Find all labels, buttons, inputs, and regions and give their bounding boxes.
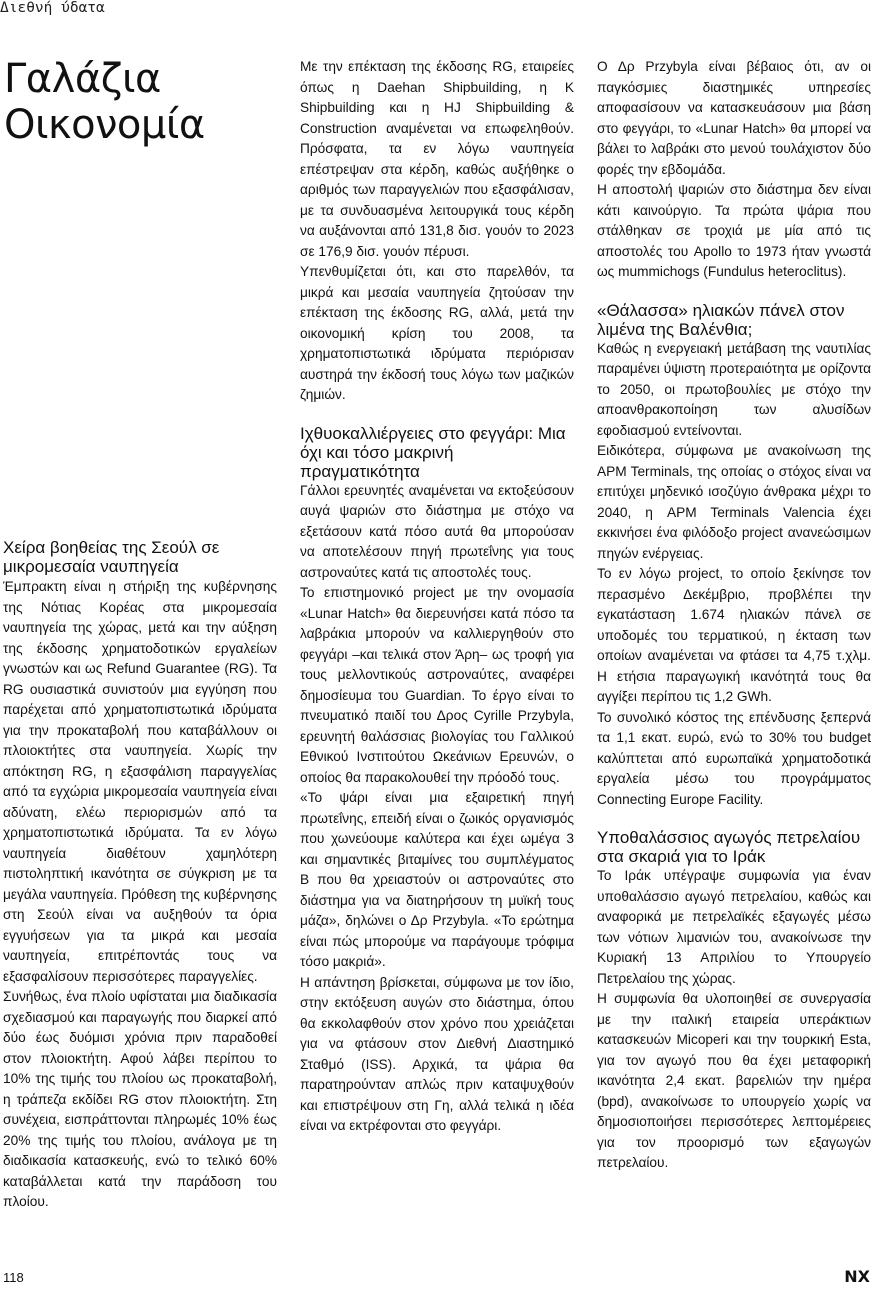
article-paragraph: Η συμφωνία θα υλοποιηθεί σε συνεργασία με την ιταλική εταιρεία υπεράκτιων κατασκευών Micoperi και την τουρκική Esta, για τον αγωγό που θα έχει μεταφορική ικανότητα 2,4 εκατ. βαρελιών την ημέρα (bpd), ανακοίνωσε το υπουργείο χωρίς να δημοσιοποιήσει περισσότερες λεπτομέρειες για τον προορισμό των εξαγωγών πετρελαίου. (597, 991, 871, 1170)
article-paragraph: Το εν λόγω project, το οποίο ξεκίνησε τον περασμένο Δεκέμβριο, προβλέπει την εγκατάσταση 1.674 ηλιακών πάνελ σε υποδομές του τερματικού, η έκταση των οποίων αναμένεται να φτάσει τα 4,75 τ.χλμ. Η ετήσια παραγωγική ικανότητά τους θα αγγίξει περίπου τις 1,2 GWh. (597, 566, 871, 704)
page-title (4, 56, 205, 148)
article-paragraph: Η απάντηση βρίσκεται, σύμφωνα με τον ίδιο, στην εκτόξευση αυγών στο διάστημα, όπου θα εκκολαφθούν στον χρόνο που χρειάζεται για να φτάσουν στον Διεθνή Διαστημικό Σταθμό (ISS). Αρχικά, τα ψάρια θα παρατηρούνταν απλώς πριν καταψυχθούν και επιστρέψουν στη Γη, αλλά τελικά η ιδέα είναι να εκτρέφονται στο φεγγάρι. (300, 974, 574, 1133)
article-heading-fish-farming: Ιχθυοκαλλιέργειες στο φεγγάρι: Μια όχι και τόσο μακρινή πραγματικότητα (300, 423, 566, 481)
article-heading-valencia: «Θάλασσα» ηλιακών πάνελ στον λιμένα της Βαλένθια; (597, 300, 845, 339)
publication-logo: NX (844, 1267, 870, 1286)
article-paragraph: Καθώς η ενεργειακή μετάβαση της ναυτιλίας παραμένει ύψιστη προτεραιότητα με ορίζοντα το 2050, οι πρωτοβουλίες με στόχο την απoανθρακοποίηση των αλυσίδων εφοδιασμού εντείνονται. (597, 340, 871, 438)
column-left (3, 538, 277, 1213)
article-heading-iraq-pipeline: Υποθαλάσσιος αγωγός πετρελαίου στα σκαριά για το Ιράκ (597, 828, 861, 866)
column-right (597, 57, 871, 1174)
column-middle (300, 57, 574, 1137)
title-line-2: Οικονομία (4, 102, 205, 148)
article-paragraph: Ο Δρ Przybyla είναι βέβαιος ότι, αν οι παγκόσμιες διαστημικές υπηρεσίες αποφασίσουν να κατασκευάσουν μια βάση στο φεγγάρι, το «Lunar Hatch» θα μπορεί να βάλει το λαβράκι στο μενού τουλάχιστον δύο φορές την εβδομάδα. (597, 59, 871, 177)
title-line-1: Γαλάζια (4, 56, 161, 102)
article-paragraph: Η αποστολή ψαριών στο διάστημα δεν είναι κάτι καινούργιο. Τα πρώτα ψάρια που στάλθηκαν σε τροχιά με μία από τις αποστολές του Apollo το 1973 ήταν γνωστά ως mummichogs (Fundulus heteroclitus). (597, 182, 871, 279)
article-paragraph: Έμπρακτη είναι η στήριξη της κυβέρνησης της Νότιας Κορέας στα μικρομεσαία ναυπηγεία της χώρας, μετά και την αύξηση της έκδοσης χρηματοδοτικών εργαλείων γνωστών και ως Refund Guarantee (RG). Τα RG ουσιαστικά συνιστούν μια εγγύηση που παρέχεται από χρηματοπιστωτικά ιδρύματα για την προκαταβολή που καταβάλλουν οι πλοιοκτήτες στα ναυπηγεία. Χωρίς την απόκτηση RG, η εξασφάλιση παραγγελίας από τα εγχώρια μικρομεσαία ναυπηγεία είναι αδύνατη, ελέω περιορισμών από τα χρηματοπιστωτικά ιδρύματα. Τα εν λόγω ναυπηγεία διαθέτουν χαμηλότερη πιστοληπτική ικανότητα σε σύγκριση με τα μεγάλα ναυπηγεία. Πρόθεση της κυβέρνησης στη Σεούλ είναι να αυξηθούν τα όρια εγγυήσεων για τα μικρά και μεσαία ναυπηγεία, επιτρέποντάς τους να εξασφαλίσουν περισσότερες παραγγελίες. (3, 579, 277, 984)
article-heading-seoul: Χείρα βοηθείας της Σεούλ σε μικρομεσαία ναυπηγεία (3, 538, 220, 576)
page-number: 118 (3, 1270, 24, 1285)
article-paragraph: Συνήθως, ένα πλοίο υφίσταται μια διαδικασία σχεδιασμού και παραγωγής που διαρκεί από δύο έως δυόμισι χρόνια πριν παραδοθεί στον πλοιοκτήτη. Αφού λάβει περίπου το 10% της τιμής του πλοίου ως προκαταβολή, η τράπεζα εκδίδει RG στον πλοιοκτήτη. Στη συνέχεια, εισπράττονται πληρωμές 10% έως 20% της τιμής του πλοίου, ανάλογα με τη διαδικασία κατασκευής, ενώ το τελικό 60% καταβάλλεται κατά την παράδοση του πλοίου. (3, 989, 277, 1209)
article-paragraph: Υπενθυμίζεται ότι, και στο παρελθόν, τα μικρά και μεσαία ναυπηγεία ζητούσαν την επέκταση της έκδοσης RG, αλλά, μετά την οικονομική κρίση του 2008, τα χρηματοπιστωτικά ιδρύματα περιόρισαν αυστηρά την έκδοσή τους λόγω των μαζικών ζημιών. (300, 264, 574, 402)
article-paragraph: Με την επέκταση της έκδοσης RG, εταιρείες όπως η Daehan Shipbuilding, η K Shipbuilding και η HJ Shipbuilding & Construction αναμένεται να επωφεληθούν. Πρόσφατα, τα εν λόγω ναυπηγεία επέστρεψαν στα κέρδη, καθώς αυξήθηκε ο αριθμός των παραγγελιών που εξασφάλισαν, με τα συνδυασμένα λειτουργικά τους κέρδη να αυξάνονται από 131,8 δισ. γουόν το 2023 σε 176,9 δισ. γουόν πέρυσι. (300, 59, 574, 259)
article-paragraph: Ειδικότερα, σύμφωνα με ανακοίνωση της APM Terminals, της οποίας ο στόχος είναι να επιτύχει μηδενικό ισοζύγιο άνθρακα μέχρι το 2040, η APM Terminals Valencia έχει εκκινήσει ένα φιλόδοξο project ανανεώσιμων πηγών ενέργειας. (597, 443, 871, 561)
article-paragraph: Το Ιράκ υπέγραψε συμφωνία για έναν υποθαλάσσιο αγωγό πετρελαίου, καθώς και αναφορικά με πετρελαϊκές εξαγωγές μέσω των νότιων λιμανιών του, ανακοίνωσε την Κυριακή 13 Απριλίου το Υπουργείο Πετρελαίου της χώρας. (597, 868, 871, 986)
article-paragraph: Γάλλοι ερευνητές αναμένεται να εκτοξεύσουν αυγά ψαριών στο διάστημα με στόχο να εξετάσουν κατά πόσο αυτά θα μπορούσαν να αποτελέσουν πηγή πρωτεΐνης για τους αστροναύτες κατά τις αποστολές τους. (300, 482, 574, 580)
article-paragraph: Το συνολικό κόστος της επένδυσης ξεπερνά τα 1,1 εκατ. ευρώ, ενώ το 30% του budget καλύπτεται από ευρωπαϊκά χρηματοδοτικά εργαλεία μέσω του προγράμματος Connecting Europe Facility. (597, 709, 871, 807)
section-label: Διεθνή ύδατα (0, 0, 105, 16)
article-paragraph: «Το ψάρι είναι μια εξαιρετική πηγή πρωτεΐνης, επειδή είναι ο ζωικός οργανισμός που χωνεύουμε καλύτερα και έχει ωμέγα 3 και σημαντικές βιταμίνες του συμπλέγματος B που θα χρειαστούν οι αστροναύτες στο διάστημα για να διατηρήσουν τη μυϊκή τους μάζα», δηλώνει ο Δρ Przybyla. «Το ερώτημα είναι πώς μπορούμε να παράγουμε τρόφιμα τόσο μακριά». (300, 790, 574, 969)
article-paragraph: Το επιστημονικό project με την ονομασία «Lunar Hatch» θα διερευνήσει κατά πόσο τα λαβράκια μπορούν να καλλιεργηθούν στο φεγγάρι –και τελικά στον Άρη– ως τροφή για τους μελλοντικούς αστροναύτες, αναφέρει δημοσίευμα του Guardian. Το έργο είναι το πνευματικό παιδί του Δρος Cyrille Przybyla, ερευνητή θαλάσσιας βιολογίας του Γαλλικού Εθνικού Ινστιτούτου Ωκεάνιων Ερευνών, ο οποίος θα παρακολουθεί την πρόοδό τους. (300, 585, 574, 785)
